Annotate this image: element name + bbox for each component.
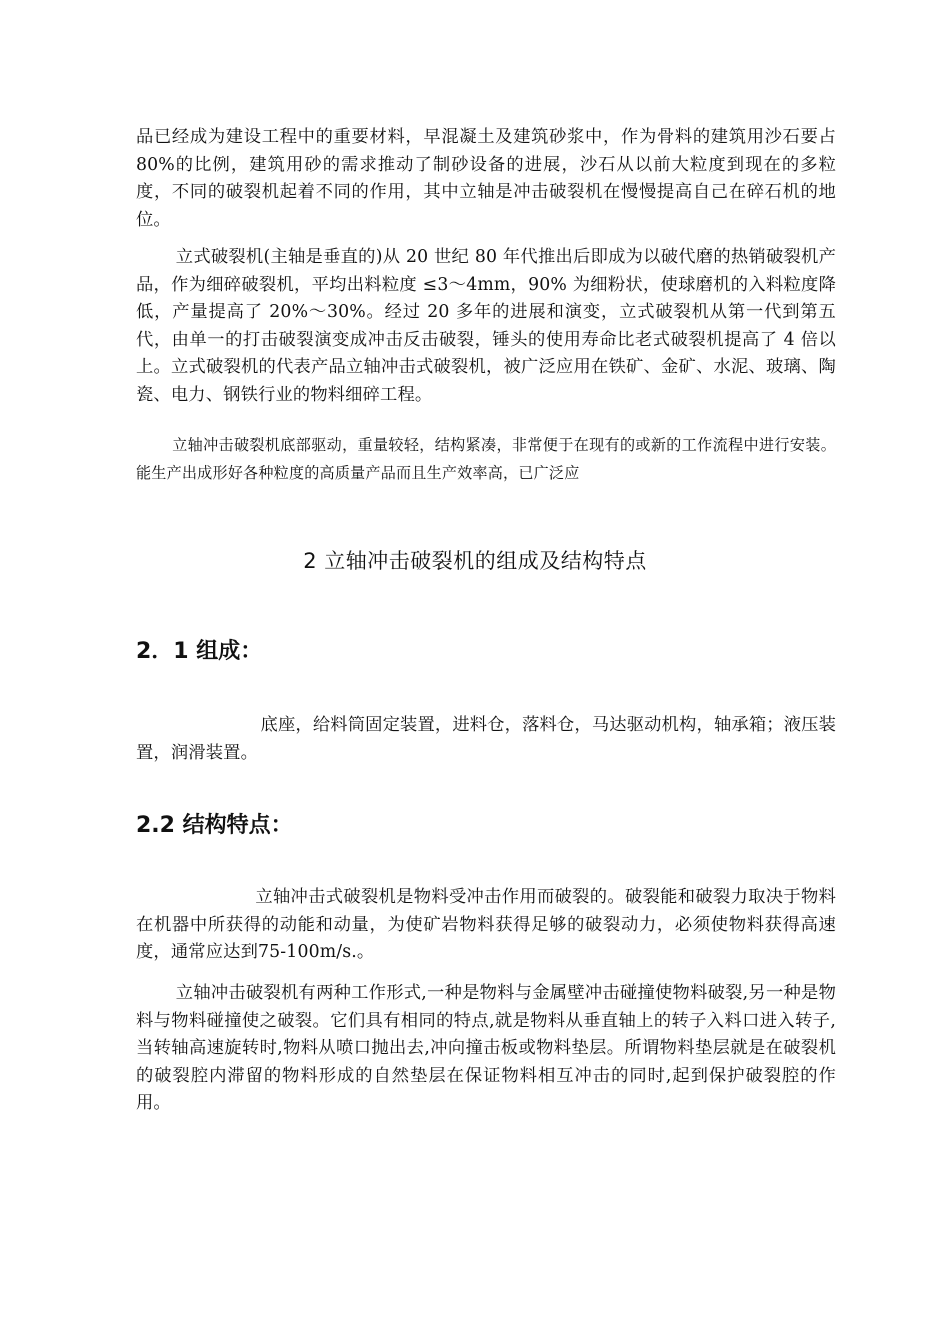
subsection-heading-2-2: 2.2 结构特点：: [136, 813, 293, 838]
paragraph-components: 底座，给料筒固定装置，进料仓，落料仓，马达驱动机构，轴承箱；液压装置，润滑装置。: [136, 715, 836, 763]
subsection-heading-2-1: 2．1 组成：: [136, 639, 263, 664]
paragraph-vertical-crusher-history: 立式破裂机(主轴是垂直的)从 20 世纪 80 年代推出后即成为以破代磨的热销破裂机产品，作为细碎破裂机，平均出料粒度 ≤3～4mm，90% 为细粉状，使球磨机的入料粒度降低，产量提高了 20%～30%。经过 20 多年的进展和演变，立式破裂机从第一代到第五代，由单一的打击破裂演变成冲击反击破裂，锤头的使用寿命比老式破裂机提高了 4 倍以上。立式破裂机的代表产品立轴冲击式破裂机，被广泛应用在铁矿、金矿、水泥、玻璃、陶瓷、电力、钢铁行业的物料细碎工程。: [136, 247, 836, 405]
paragraph-bottom-drive: 立轴冲击破裂机底部驱动，重量较轻，结构紧凑，非常便于在现有的或新的工作流程中进行安装。能生产出成形好各种粒度的高质量产品而且生产效率高，已广泛应: [136, 436, 836, 482]
paragraph-intro-continued: 品已经成为建设工程中的重要材料，早混凝土及建筑砂浆中，作为骨料的建筑用沙石要占80%的比例，建筑用砂的需求推动了制砂设备的进展，沙石从以前大粒度到现在的多粒度，不同的破裂机起着不同的作用，其中立轴是冲击破裂机在慢慢提高自己在碎石机的地位。: [136, 127, 836, 230]
paragraph-impact-principle: 立轴冲击式破裂机是物料受冲击作用而破裂的。破裂能和破裂力取决于物料在机器中所获得的动能和动量，为使矿岩物料获得足够的破裂动力，必须使物料获得高速度，通常应达到75-100m/s.。: [136, 887, 836, 963]
section-heading-2: 2 立轴冲击破裂机的组成及结构特点: [303, 549, 647, 573]
paragraph-working-modes: 立轴冲击破裂机有两种工作形式,一种是物料与金属壁冲击碰撞使物料破裂,另一种是物料与物料碰撞使之破裂。它们具有相同的特点,就是物料从垂直轴上的转子入料口进入转子,当转轴高速旋转时,物料从喷口抛出去,冲向撞击板或物料垫层。所谓物料垫层就是在破裂机的破裂腔内滞留的物料形成的自然垫层在保证物料相互冲击的同时,起到保护破裂腔的作用。: [136, 983, 836, 1114]
